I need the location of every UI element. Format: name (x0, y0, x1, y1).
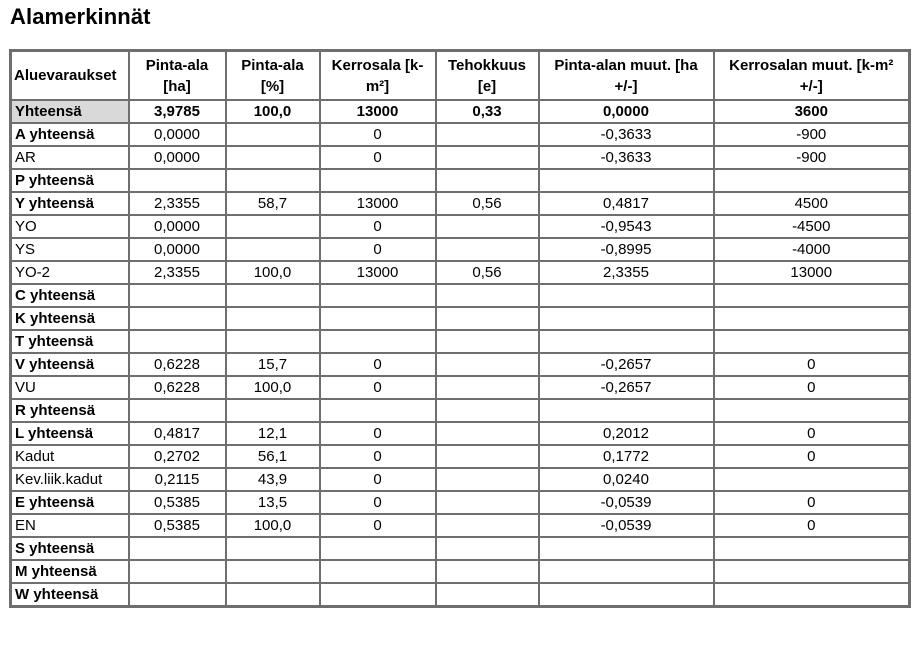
table-row (11, 468, 910, 491)
cell-tehokkuus (436, 284, 539, 307)
cell-pinta-ala-ha: 0,0000 (129, 238, 226, 261)
cell-pinta-alan-muutos: -0,0539 (539, 491, 714, 514)
cell-kerrosalan-muutos: -900 (714, 146, 910, 169)
cell-area-name: W yhteensä (11, 583, 129, 607)
cell-kerrosalan-muutos (714, 284, 910, 307)
cell-pinta-ala-percent (226, 215, 320, 238)
cell-pinta-ala-percent (226, 537, 320, 560)
cell-kerrosalan-muutos: -4000 (714, 238, 910, 261)
cell-area-name: V yhteensä (11, 353, 129, 376)
table-subtotal-row (11, 583, 910, 607)
cell-pinta-ala-ha: 0,2115 (129, 468, 226, 491)
cell-pinta-alan-muutos: -0,9543 (539, 215, 714, 238)
cell-area-name: L yhteensä (11, 422, 129, 445)
cell-pinta-ala-percent (226, 307, 320, 330)
cell-kerrosala (320, 399, 436, 422)
table-row (11, 146, 910, 169)
cell-pinta-ala-percent (226, 169, 320, 192)
cell-kerrosalan-muutos (714, 399, 910, 422)
cell-pinta-ala-percent (226, 560, 320, 583)
cell-kerrosala (320, 284, 436, 307)
table-subtotal-row (11, 307, 910, 330)
cell-pinta-ala-percent (226, 583, 320, 607)
cell-kerrosala: 0 (320, 514, 436, 537)
cell-tehokkuus (436, 514, 539, 537)
cell-kerrosalan-muutos: 0 (714, 353, 910, 376)
cell-pinta-alan-muutos: -0,2657 (539, 376, 714, 399)
cell-tehokkuus (436, 146, 539, 169)
cell-kerrosalan-muutos (714, 169, 910, 192)
cell-kerrosala: 0 (320, 215, 436, 238)
cell-pinta-ala-ha: 0,0000 (129, 215, 226, 238)
cell-area-name: P yhteensä (11, 169, 129, 192)
cell-pinta-ala-percent: 15,7 (226, 353, 320, 376)
cell-pinta-ala-percent: 58,7 (226, 192, 320, 215)
cell-pinta-alan-muutos: -0,8995 (539, 238, 714, 261)
cell-pinta-alan-muutos (539, 284, 714, 307)
cell-tehokkuus (436, 422, 539, 445)
cell-pinta-ala-ha: 0,0000 (129, 146, 226, 169)
cell-tehokkuus: 0,56 (436, 261, 539, 284)
cell-pinta-ala-ha (129, 169, 226, 192)
table-row (11, 238, 910, 261)
cell-tehokkuus (436, 215, 539, 238)
cell-kerrosalan-muutos: 0 (714, 491, 910, 514)
cell-pinta-ala-ha: 0,5385 (129, 491, 226, 514)
cell-pinta-alan-muutos: 0,0240 (539, 468, 714, 491)
cell-kerrosalan-muutos: -900 (714, 123, 910, 146)
table-subtotal-row (11, 192, 910, 215)
cell-tehokkuus (436, 491, 539, 514)
cell-kerrosala: 0 (320, 491, 436, 514)
cell-pinta-ala-ha: 0,6228 (129, 376, 226, 399)
table-header-row (11, 51, 910, 101)
cell-tehokkuus: 0,56 (436, 192, 539, 215)
cell-tehokkuus (436, 399, 539, 422)
cell-area-name: YS (11, 238, 129, 261)
cell-pinta-alan-muutos: -0,2657 (539, 353, 714, 376)
cell-pinta-alan-muutos: 0,1772 (539, 445, 714, 468)
cell-kerrosala: 0 (320, 376, 436, 399)
cell-kerrosalan-muutos: 0 (714, 376, 910, 399)
cell-tehokkuus (436, 583, 539, 607)
cell-pinta-ala-percent (226, 146, 320, 169)
cell-kerrosalan-muutos (714, 307, 910, 330)
cell-kerrosala (320, 583, 436, 607)
table-subtotal-row (11, 123, 910, 146)
cell-pinta-alan-muutos (539, 583, 714, 607)
column-header-kerrosala: Kerrosala [k-m²] (320, 51, 436, 101)
cell-pinta-ala-percent: 12,1 (226, 422, 320, 445)
column-header-aluevaraukset: Aluevaraukset (11, 51, 129, 101)
cell-kerrosalan-muutos: 0 (714, 422, 910, 445)
table-subtotal-row (11, 169, 910, 192)
column-header-kerrosalan-muutos: Kerrosalan muut. [k-m² +/-] (714, 51, 910, 101)
cell-tehokkuus (436, 123, 539, 146)
cell-tehokkuus (436, 238, 539, 261)
cell-tehokkuus: 0,33 (436, 100, 539, 123)
cell-kerrosalan-muutos: 4500 (714, 192, 910, 215)
cell-area-name: Kadut (11, 445, 129, 468)
cell-kerrosalan-muutos (714, 560, 910, 583)
cell-kerrosala: 13000 (320, 192, 436, 215)
cell-kerrosala (320, 307, 436, 330)
cell-area-name: EN (11, 514, 129, 537)
cell-pinta-ala-ha: 3,9785 (129, 100, 226, 123)
cell-tehokkuus (436, 560, 539, 583)
cell-kerrosalan-muutos (714, 330, 910, 353)
cell-kerrosala: 13000 (320, 100, 436, 123)
cell-kerrosala (320, 537, 436, 560)
table-row (11, 261, 910, 284)
cell-pinta-ala-percent: 100,0 (226, 261, 320, 284)
cell-area-name: AR (11, 146, 129, 169)
table-row (11, 215, 910, 238)
cell-pinta-ala-percent: 100,0 (226, 514, 320, 537)
column-header-pinta-ala-ha: Pinta-ala [ha] (129, 51, 226, 101)
cell-kerrosala: 0 (320, 353, 436, 376)
cell-pinta-ala-ha: 0,0000 (129, 123, 226, 146)
cell-kerrosala: 0 (320, 146, 436, 169)
table-subtotal-row (11, 399, 910, 422)
cell-kerrosalan-muutos: 3600 (714, 100, 910, 123)
cell-pinta-ala-ha: 0,6228 (129, 353, 226, 376)
cell-pinta-ala-ha (129, 330, 226, 353)
cell-kerrosalan-muutos (714, 583, 910, 607)
cell-pinta-alan-muutos (539, 307, 714, 330)
cell-pinta-ala-ha: 0,2702 (129, 445, 226, 468)
cell-area-name: R yhteensä (11, 399, 129, 422)
cell-pinta-alan-muutos: 0,4817 (539, 192, 714, 215)
cell-kerrosalan-muutos (714, 537, 910, 560)
cell-pinta-ala-ha: 2,3355 (129, 192, 226, 215)
cell-pinta-ala-ha (129, 583, 226, 607)
cell-kerrosala (320, 560, 436, 583)
cell-pinta-ala-percent: 100,0 (226, 100, 320, 123)
cell-area-name: VU (11, 376, 129, 399)
cell-tehokkuus (436, 376, 539, 399)
cell-area-name: S yhteensä (11, 537, 129, 560)
cell-pinta-alan-muutos (539, 330, 714, 353)
cell-pinta-ala-percent (226, 399, 320, 422)
cell-tehokkuus (436, 169, 539, 192)
table-subtotal-row (11, 560, 910, 583)
cell-pinta-ala-percent: 13,5 (226, 491, 320, 514)
cell-pinta-ala-ha (129, 537, 226, 560)
cell-area-name: YO-2 (11, 261, 129, 284)
cell-tehokkuus (436, 537, 539, 560)
table-row (11, 445, 910, 468)
table-total-row (11, 100, 910, 123)
cell-pinta-alan-muutos: -0,3633 (539, 123, 714, 146)
cell-pinta-ala-ha (129, 284, 226, 307)
cell-pinta-ala-ha: 0,4817 (129, 422, 226, 445)
cell-area-name: T yhteensä (11, 330, 129, 353)
cell-tehokkuus (436, 330, 539, 353)
table-subtotal-row (11, 537, 910, 560)
cell-tehokkuus (436, 468, 539, 491)
cell-area-name: Y yhteensä (11, 192, 129, 215)
cell-pinta-ala-percent (226, 330, 320, 353)
cell-pinta-ala-percent (226, 123, 320, 146)
cell-pinta-ala-ha: 2,3355 (129, 261, 226, 284)
table-subtotal-row (11, 422, 910, 445)
cell-pinta-ala-ha (129, 399, 226, 422)
cell-area-name: Yhteensä (11, 100, 129, 123)
column-header-tehokkuus: Tehokkuus [e] (436, 51, 539, 101)
cell-area-name: YO (11, 215, 129, 238)
cell-pinta-ala-ha: 0,5385 (129, 514, 226, 537)
cell-area-name: K yhteensä (11, 307, 129, 330)
cell-tehokkuus (436, 445, 539, 468)
cell-kerrosala: 0 (320, 468, 436, 491)
cell-pinta-ala-percent (226, 238, 320, 261)
cell-pinta-ala-percent (226, 284, 320, 307)
table-row (11, 376, 910, 399)
cell-tehokkuus (436, 307, 539, 330)
cell-kerrosalan-muutos: 13000 (714, 261, 910, 284)
zoning-summary-table (9, 49, 911, 608)
cell-pinta-alan-muutos (539, 169, 714, 192)
cell-area-name: M yhteensä (11, 560, 129, 583)
cell-pinta-alan-muutos: 0,0000 (539, 100, 714, 123)
cell-kerrosalan-muutos (714, 468, 910, 491)
cell-area-name: Kev.liik.kadut (11, 468, 129, 491)
cell-pinta-ala-ha (129, 560, 226, 583)
cell-kerrosala (320, 330, 436, 353)
cell-pinta-alan-muutos: -0,0539 (539, 514, 714, 537)
table-subtotal-row (11, 284, 910, 307)
cell-pinta-alan-muutos: 2,3355 (539, 261, 714, 284)
table-subtotal-row (11, 353, 910, 376)
cell-area-name: A yhteensä (11, 123, 129, 146)
cell-kerrosalan-muutos: 0 (714, 445, 910, 468)
cell-pinta-alan-muutos (539, 537, 714, 560)
column-header-pinta-alan-muutos: Pinta-alan muut. [ha +/-] (539, 51, 714, 101)
cell-kerrosalan-muutos: 0 (714, 514, 910, 537)
cell-kerrosala (320, 169, 436, 192)
cell-pinta-ala-percent: 100,0 (226, 376, 320, 399)
cell-kerrosala: 0 (320, 238, 436, 261)
cell-pinta-ala-ha (129, 307, 226, 330)
cell-pinta-alan-muutos (539, 560, 714, 583)
cell-pinta-alan-muutos: 0,2012 (539, 422, 714, 445)
column-header-pinta-ala-percent: Pinta-ala [%] (226, 51, 320, 101)
cell-kerrosala: 0 (320, 123, 436, 146)
cell-area-name: C yhteensä (11, 284, 129, 307)
cell-pinta-ala-percent: 56,1 (226, 445, 320, 468)
cell-area-name: E yhteensä (11, 491, 129, 514)
table-row (11, 514, 910, 537)
cell-pinta-alan-muutos (539, 399, 714, 422)
cell-kerrosala: 13000 (320, 261, 436, 284)
table-subtotal-row (11, 330, 910, 353)
cell-pinta-ala-percent: 43,9 (226, 468, 320, 491)
cell-kerrosala: 0 (320, 445, 436, 468)
table-subtotal-row (11, 491, 910, 514)
page-title: Alamerkinnät (10, 4, 151, 29)
cell-tehokkuus (436, 353, 539, 376)
cell-pinta-alan-muutos: -0,3633 (539, 146, 714, 169)
cell-kerrosalan-muutos: -4500 (714, 215, 910, 238)
cell-kerrosala: 0 (320, 422, 436, 445)
